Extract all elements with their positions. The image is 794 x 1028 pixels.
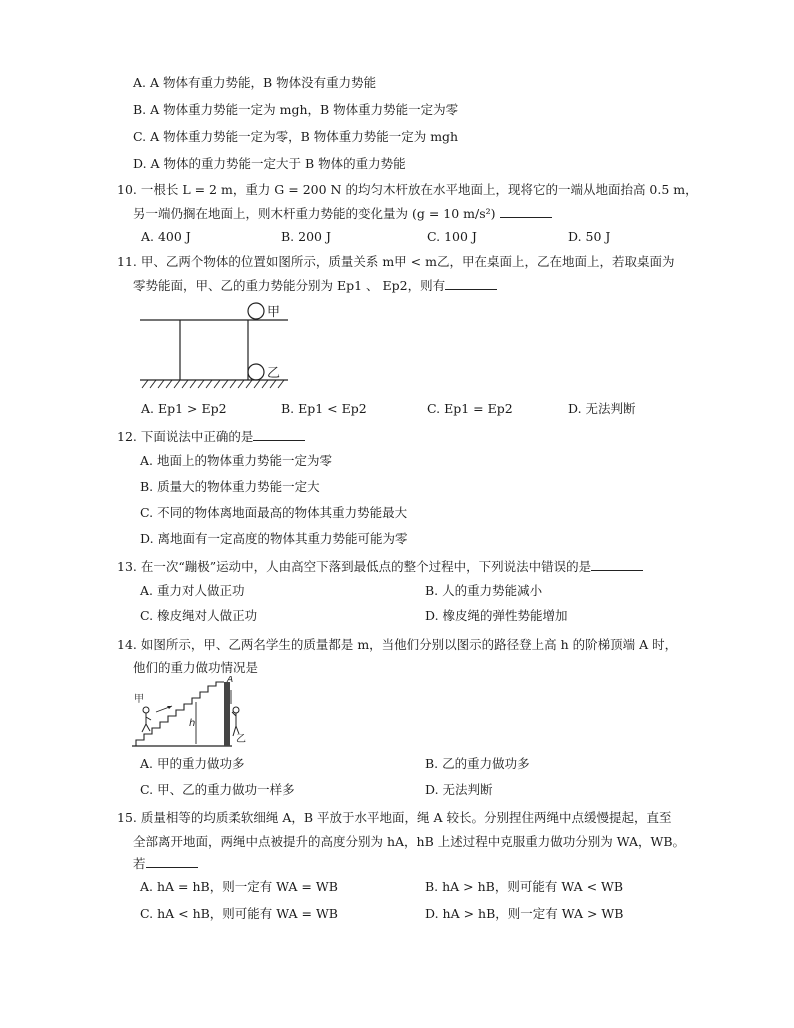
q10-stem-line1: 10. 一根长 L = 2 m，重力 G = 200 N 的均匀木杆放在水平地面上，现将它的一端从地面抬高 0.5 m， (117, 182, 698, 197)
q14-option-b: B. 乙的重力做功多 (425, 756, 530, 771)
q12-option-b: B. 质量大的物体重力势能一定大 (140, 479, 320, 494)
q14-option-d: D. 无法判断 (425, 782, 493, 797)
answer-blank (146, 855, 198, 868)
wall (224, 682, 230, 746)
q15-option-d: D. hA > hB，则一定有 WA > WB (425, 906, 624, 921)
answer-blank (500, 205, 552, 218)
q10-option-a: A. 400 J (141, 229, 191, 244)
q14-option-a: A. 甲的重力做功多 (140, 756, 245, 771)
q12-option-d: D. 离地面有一定高度的物体其重力势能可能为零 (140, 531, 408, 546)
q12-stem: 12. 下面说法中正确的是 (117, 428, 305, 446)
ball-jia (248, 303, 264, 319)
q14-figure (132, 676, 250, 750)
student-jia (142, 707, 151, 732)
q9-option-c: C. A 物体重力势能一定为零，B 物体重力势能一定为 mgh (133, 129, 459, 144)
q15-option-c: C. hA < hB，则可能有 WA = WB (140, 906, 338, 921)
q14-stem-line1: 14. 如图所示，甲、乙两名学生的质量都是 m，当他们分别以图示的路径登上高 h 的阶梯顶端 A 时， (117, 637, 678, 652)
q11-option-b: B. Ep1 < Ep2 (281, 401, 367, 416)
ball-yi (248, 364, 264, 380)
label-yi: 乙 (236, 734, 246, 745)
q15-stem-line1: 15. 质量相等的均质柔软细绳 A，B 平放于水平地面，绳 A 较长。分别捏住两绳中点缓慢提起，直至 (117, 810, 672, 825)
q11-option-d: D. 无法判断 (568, 401, 636, 416)
q12-option-a: A. 地面上的物体重力势能一定为零 (140, 453, 332, 468)
q14-option-c: C. 甲、乙的重力做功一样多 (140, 782, 295, 797)
q13-option-b: B. 人的重力势能减小 (425, 583, 543, 598)
q13-option-c: C. 橡皮绳对人做正功 (140, 608, 258, 623)
label-yi: 乙 (267, 366, 281, 381)
label-h: h (189, 718, 196, 729)
q12-option-c: C. 不同的物体离地面最高的物体其重力势能最大 (140, 505, 408, 520)
label-jia: 甲 (134, 694, 144, 705)
label-a: A (227, 676, 234, 685)
ground-hatching (142, 380, 284, 388)
q10-option-d: D. 50 J (568, 229, 611, 244)
answer-blank (591, 558, 643, 571)
q13-option-a: A. 重力对人做正功 (140, 583, 245, 598)
q9-option-a: A. A 物体有重力势能，B 物体没有重力势能 (133, 75, 377, 90)
label-jia: 甲 (267, 305, 281, 320)
staircase (136, 682, 224, 746)
q11-figure (136, 300, 296, 392)
q11-stem-line2: 零势能面，甲、乙的重力势能分别为 Ep1 、 Ep2，则有 (133, 277, 497, 295)
q11-option-c: C. Ep1 = Ep2 (427, 401, 513, 416)
q9-option-d: D. A 物体的重力势能一定大于 B 物体的重力势能 (133, 156, 406, 171)
q11-option-a: A. Ep1 > Ep2 (141, 401, 227, 416)
q13-stem: 13. 在一次“蹦极”运动中，人由高空下落到最低点的整个过程中，下列说法中错误的是 (117, 558, 643, 576)
answer-blank (253, 428, 305, 441)
q15-option-b: B. hA > hB，则可能有 WA < WB (425, 879, 624, 894)
q15-stem-line2: 全部离开地面，两绳中点被提升的高度分别为 hA，hB 上述过程中克服重力做功分别为 WA，WB。 (133, 834, 686, 849)
q9-option-b: B. A 物体重力势能一定为 mgh，B 物体重力势能一定为零 (133, 102, 459, 117)
q15-option-a: A. hA = hB，则一定有 WA = WB (140, 879, 338, 894)
q14-stem-line2: 他们的重力做功情况是 (133, 660, 259, 675)
q10-stem-line2: 另一端仍搁在地面上，则木杆重力势能的变化量为 (g = 10 m/s²) (133, 205, 552, 223)
q10-option-c: C. 100 J (427, 229, 477, 244)
q13-option-d: D. 橡皮绳的弹性势能增加 (425, 608, 568, 623)
student-yi (232, 707, 239, 736)
q11-stem-line1: 11. 甲、乙两个物体的位置如图所示，质量关系 m甲 < m乙，甲在桌面上，乙在地面上，若取桌面为 (117, 254, 675, 269)
answer-blank (445, 277, 497, 290)
q15-stem-line3: 若 (133, 855, 198, 873)
q10-option-b: B. 200 J (281, 229, 331, 244)
